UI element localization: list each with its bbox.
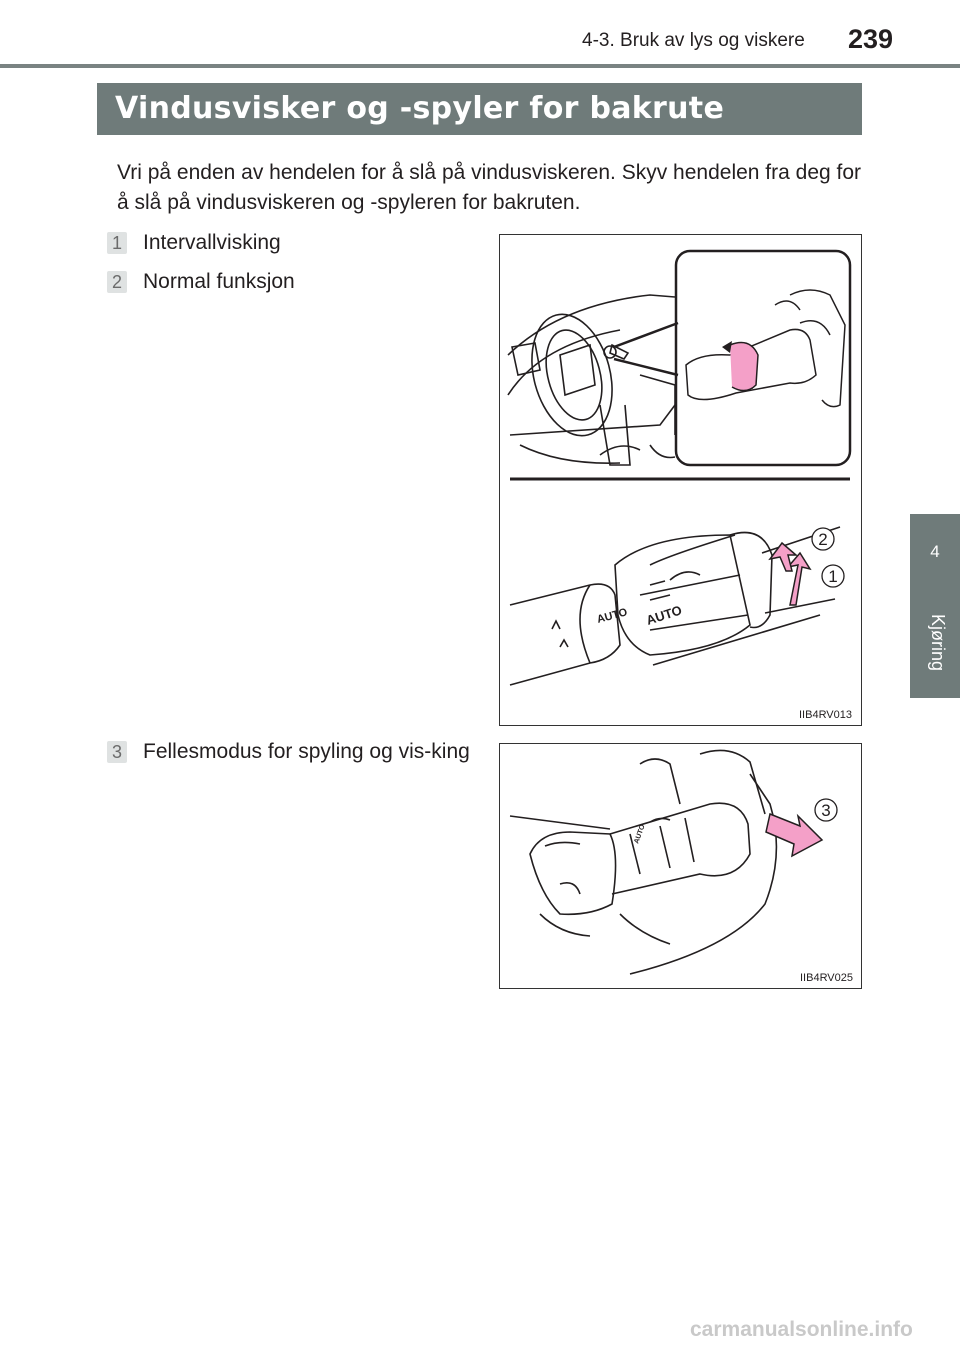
- header-section-title: 4-3. Bruk av lys og viskere: [582, 30, 805, 51]
- figure-wiper-lever-rotate-illustration: [500, 235, 863, 727]
- chapter-label: Kjøring: [928, 614, 948, 672]
- figure-wiper-lever-push: [499, 743, 862, 989]
- item-label-combined-mode: Fellesmodus for spyling og vis-king: [143, 740, 470, 763]
- watermark: carmanualsonline.info: [690, 1318, 913, 1341]
- chapter-side-tab[interactable]: [910, 514, 960, 698]
- callout-number: 3: [821, 801, 831, 820]
- figure-id: IIB4RV013: [799, 709, 853, 721]
- figure-id: IIB4RV025: [800, 972, 854, 984]
- switch-label-auto: AUTO: [633, 823, 647, 845]
- item-number-badge: 2: [107, 271, 127, 293]
- figure-wiper-lever-push-illustration: [500, 744, 863, 990]
- figure-wiper-lever-rotate: [499, 234, 862, 726]
- intro-paragraph: Vri på enden av hendelen for å slå på vindusviskeren. Skyv hendelen fra deg for å slå på vindusviskeren og -spyleren for bakruten.: [117, 161, 862, 214]
- callout-number: 2: [818, 530, 828, 549]
- switch-label-auto: AUTO: [644, 602, 684, 628]
- item-label-intermittent: Intervallvisking: [143, 231, 281, 254]
- item-number-badge: 3: [107, 741, 127, 763]
- item-number-badge: 1: [107, 232, 127, 254]
- switch-label-auto: AUTO: [595, 606, 629, 626]
- header-divider: [0, 64, 960, 68]
- chapter-number: 4: [930, 542, 940, 561]
- page-number: 239: [848, 24, 894, 54]
- callout-number: 1: [828, 567, 838, 586]
- section-title: Vindusvisker og -spyler for bakrute: [97, 83, 862, 135]
- item-label-normal: Normal funksjon: [143, 270, 295, 293]
